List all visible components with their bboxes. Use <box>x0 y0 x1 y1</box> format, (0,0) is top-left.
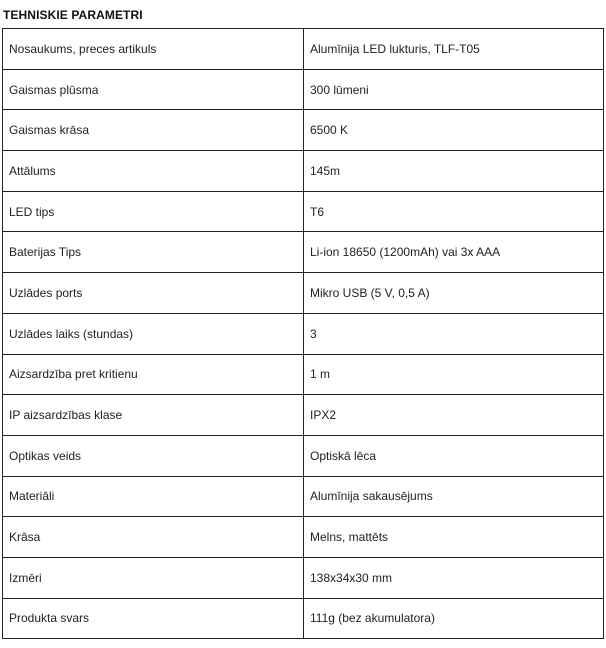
spec-key: Krāsa <box>3 517 304 558</box>
table-row <box>3 476 604 517</box>
table-row <box>3 29 604 70</box>
table-row <box>3 517 604 558</box>
spec-key: Attālums <box>3 151 304 192</box>
spec-value: 6500 K <box>304 110 604 151</box>
spec-value: Li-ion 18650 (1200mAh) vai 3x AAA <box>304 232 604 273</box>
spec-key: LED tips <box>3 191 304 232</box>
spec-key: Gaismas krāsa <box>3 110 304 151</box>
spec-key: Uzlādes ports <box>3 273 304 314</box>
table-row <box>3 273 604 314</box>
spec-key: IP aizsardzības klase <box>3 395 304 436</box>
spec-value: 1 m <box>304 354 604 395</box>
table-row <box>3 232 604 273</box>
table-row <box>3 598 604 639</box>
spec-key: Nosaukums, preces artikuls <box>3 29 304 70</box>
spec-key: Produkta svars <box>3 598 304 639</box>
spec-value: 145m <box>304 151 604 192</box>
table-row <box>3 191 604 232</box>
spec-value: Alumīnija sakausējums <box>304 476 604 517</box>
spec-value: 3 <box>304 313 604 354</box>
table-row <box>3 557 604 598</box>
table-row <box>3 151 604 192</box>
table-row <box>3 110 604 151</box>
spec-key: Uzlādes laiks (stundas) <box>3 313 304 354</box>
spec-value: 300 lūmeni <box>304 69 604 110</box>
specs-table <box>2 28 604 639</box>
spec-value: IPX2 <box>304 395 604 436</box>
spec-key: Izmēri <box>3 557 304 598</box>
spec-key: Baterijas Tips <box>3 232 304 273</box>
spec-value: 111g (bez akumulatora) <box>304 598 604 639</box>
spec-key: Aizsardzība pret kritienu <box>3 354 304 395</box>
table-row <box>3 395 604 436</box>
spec-value: Melns, mattēts <box>304 517 604 558</box>
table-row <box>3 69 604 110</box>
spec-key: Materiāli <box>3 476 304 517</box>
table-row <box>3 354 604 395</box>
table-row <box>3 313 604 354</box>
spec-value: T6 <box>304 191 604 232</box>
spec-value: Mikro USB (5 V, 0,5 A) <box>304 273 604 314</box>
spec-key: Optikas veids <box>3 435 304 476</box>
section-title: TEHNISKIE PARAMETRI <box>3 8 143 22</box>
spec-value: Alumīnija LED lukturis, TLF-T05 <box>304 29 604 70</box>
spec-value: 138x34x30 mm <box>304 557 604 598</box>
spec-value: Optiskā lēca <box>304 435 604 476</box>
spec-key: Gaismas plūsma <box>3 69 304 110</box>
table-row <box>3 435 604 476</box>
